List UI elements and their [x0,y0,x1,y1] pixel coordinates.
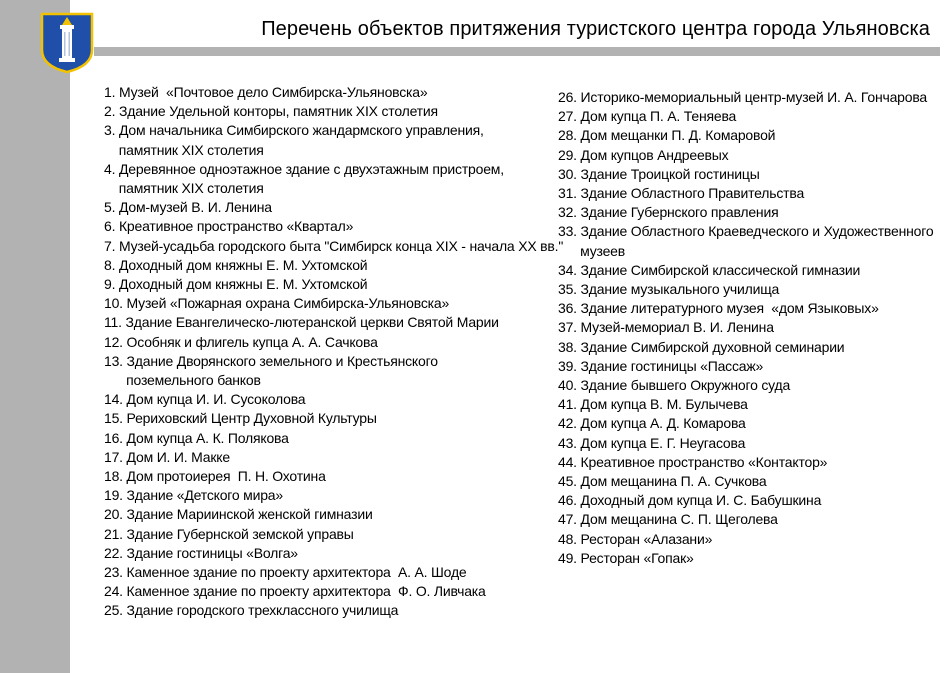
list-item: музеев [558,242,625,259]
list-item: 43. Дом купца Е. Г. Неугасова [558,434,746,451]
list-item: 13. Здание Дворянского земельного и Крестьянского [104,352,438,369]
list-item: 24. Каменное здание по проекту архитектора Ф. О. Ливчака [104,583,486,600]
list-item: 34. Здание Симбирской классической гимназии [558,261,861,278]
objects-list-right [558,88,938,568]
list-item: 23. Каменное здание по проекту архитектора А. А. Шоде [104,564,467,581]
list-item: 30. Здание Троицкой гостиницы [558,165,760,182]
list-item: 20. Здание Мариинской женской гимназии [104,506,373,523]
list-item: 26. Историко-мемориальный центр-музей И. А. Гончарова [558,89,927,105]
list-item: 35. Здание музыкального училища [558,281,780,298]
list-item: 41. Дом купца В. М. Булычева [558,396,748,413]
list-item: поземельного банков [104,372,261,389]
list-item: 10. Музей «Пожарная охрана Симбирска-Ульяновска» [104,295,450,312]
list-item: 7. Музей-усадьба городского быта "Симбирск конца XIX - начала XX вв." [104,237,564,254]
list-item: памятник XIX столетия [104,180,264,197]
list-item: 39. Здание гостиницы «Пассаж» [558,357,764,374]
list-item: 25. Здание городского трехклассного училища [104,602,399,619]
list-item: 32. Здание Губернского правления [558,204,779,221]
list-item: 44. Креативное пространство «Контактор» [558,453,828,470]
list-item: 11. Здание Евангелическо-лютеранской церкви Святой Марии [104,314,499,331]
list-item: 19. Здание «Детского мира» [104,487,283,504]
list-item: 47. Дом мещанина С. П. Щеголева [558,511,778,528]
list-item: 4. Деревянное одноэтажное здание с двухэтажным пристроем, [104,160,504,177]
list-item: 29. Дом купцов Андреевых [558,146,729,163]
list-item: 33. Здание Областного Краеведческого и Художественного [558,223,934,240]
left-decorative-band [0,0,70,673]
list-item: 22. Здание гостиницы «Волга» [104,544,298,561]
list-item: 18. Дом протоиерея П. Н. Охотина [104,468,326,485]
list-item: 1. Музей «Почтовое дело Симбирска-Ульяновска» [104,84,428,100]
page-title: Перечень объектов притяжения туристского центра города Ульяновска [261,18,930,40]
list-item: 28. Дом мещанки П. Д. Комаровой [558,127,776,144]
list-item: 9. Доходный дом княжны Е. М. Ухтомской [104,276,368,293]
list-item: 8. Доходный дом княжны Е. М. Ухтомской [104,256,368,273]
list-item: 16. Дом купца А. К. Полякова [104,429,289,446]
list-item: 42. Дом купца А. Д. Комарова [558,415,746,432]
list-item: 46. Доходный дом купца И. С. Бабушкина [558,492,822,509]
list-item: 48. Ресторан «Алазани» [558,530,713,547]
header-divider-bar [94,47,940,56]
list-item: 27. Дом купца П. А. Теняева [558,108,737,125]
list-item: 6. Креативное пространство «Квартал» [104,218,354,235]
list-item: 37. Музей-мемориал В. И. Ленина [558,319,774,336]
list-item: 38. Здание Симбирской духовной семинарии [558,338,845,355]
list-item: 40. Здание бывшего Окружного суда [558,377,791,394]
list-item: 21. Здание Губернской земской управы [104,525,354,542]
objects-list-left [104,83,564,621]
list-item: 14. Дом купца И. И. Сусоколова [104,391,306,408]
list-item: 45. Дом мещанина П. А. Сучкова [558,473,767,490]
list-item: 5. Дом-музей В. И. Ленина [104,199,272,216]
list-item: 17. Дом И. И. Макке [104,448,230,465]
list-item: 49. Ресторан «Гопак» [558,549,694,566]
list-item: 15. Рериховский Центр Духовной Культуры [104,410,377,427]
list-item: 3. Дом начальника Симбирского жандармского управления, [104,122,484,139]
list-item: 2. Здание Удельной конторы, памятник XIX столетия [104,103,438,120]
list-item: 36. Здание литературного музея «дом Языковых» [558,300,879,317]
coat-of-arms-icon [40,12,94,74]
list-item: 31. Здание Областного Правительства [558,185,805,202]
list-item: памятник XIX столетия [104,141,264,158]
list-item: 12. Особняк и флигель купца А. А. Сачкова [104,333,378,350]
